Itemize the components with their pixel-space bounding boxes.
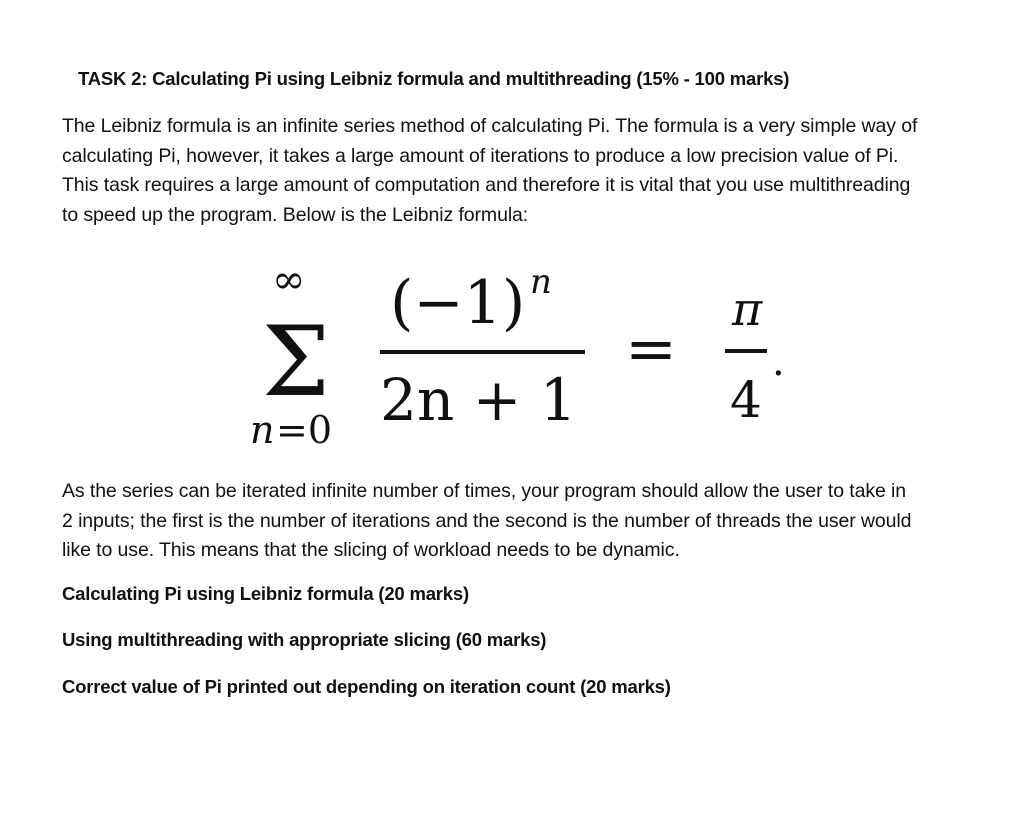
fraction-numerator: (−1) <box>390 268 526 338</box>
instructions-line: 2 inputs; the first is the number of iterations and the second is the number of threads the user would <box>62 509 912 532</box>
rhs-denominator: 4 <box>730 371 762 429</box>
formula-graphic <box>240 255 820 455</box>
sum-lower-limit-eq: =0 <box>276 408 333 452</box>
intro-line: This task requires a large amount of computation and therefore it is vital that you use multithreading <box>62 174 911 196</box>
task-title: TASK 2: Calculating Pi using Leibniz formula and multithreading (15% - 100 marks) <box>78 68 790 89</box>
fraction-denominator: 2n + 1 <box>380 366 577 434</box>
sum-upper-limit: ∞ <box>272 257 306 303</box>
equals-sign: = <box>625 312 677 385</box>
instructions-paragraph <box>62 477 992 566</box>
sigma-symbol: Σ <box>262 306 330 418</box>
marking-criterion: Calculating Pi using Leibniz formula (20 marks) <box>62 583 469 604</box>
intro-line: The Leibniz formula is an infinite series method of calculating Pi. The formula is a very simple way of <box>62 115 918 137</box>
numerator-exponent: n <box>530 262 552 302</box>
marking-criterion: Correct value of Pi printed out depending on iteration count (20 marks) <box>62 676 671 697</box>
intro-line: calculating Pi, however, it takes a large amount of iterations to produce a low precision value of Pi. <box>62 144 899 167</box>
fraction-bar <box>380 350 585 354</box>
instructions-line: As the series can be iterated infinite number of times, your program should allow the user to take in <box>62 480 907 502</box>
pi-symbol: π <box>732 282 763 336</box>
sum-lower-limit-var: n <box>250 408 275 452</box>
end-punctuation: . <box>772 339 785 385</box>
leibniz-formula <box>240 255 820 455</box>
intro-paragraph <box>62 112 992 230</box>
marking-criterion: Using multithreading with appropriate slicing (60 marks) <box>62 629 547 650</box>
intro-line: to speed up the program. Below is the Leibniz formula: <box>62 203 529 226</box>
instructions-line: like to use. This means that the slicing of workload needs to be dynamic. <box>62 539 680 561</box>
rhs-fraction-bar <box>725 349 767 353</box>
